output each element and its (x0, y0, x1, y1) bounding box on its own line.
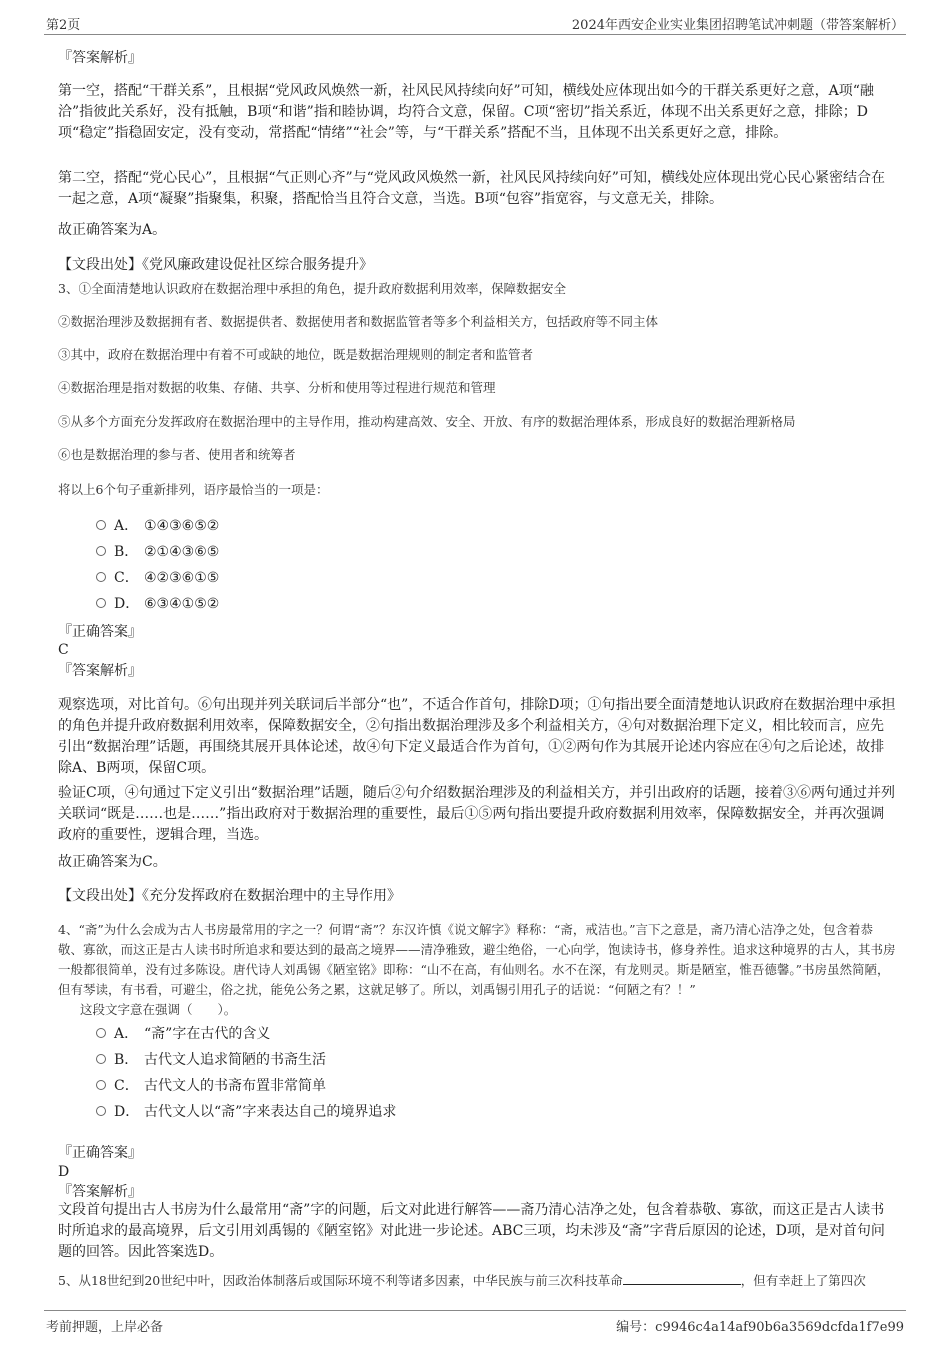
q3-sentence-1: 3、①全面清楚地认识政府在数据治理中承担的角色，提升政府数据利用效率，保障数据安全 (58, 281, 566, 296)
q3-sentence-3: ③其中，政府在数据治理中有着不可或缺的地位，既是数据治理规则的制定者和监管者 (58, 347, 534, 362)
q4-answer-label: 『正确答案』 (58, 1145, 142, 1161)
q5-stem-end: ，但有幸赶上了第四次 (740, 1273, 866, 1288)
q3-source (58, 886, 401, 906)
q4-analysis: 文段首句提出古人书房为什么最常用“斋”字的问题，后文对此进行解答——斋乃清心洁净之处，包含着恭敬、寡欲，而这正是古人读书时所追求的最高境界，后文引用刘禹锡的《陋室铭》对此进一步论述。ABC三项，均未涉及“斋”字背后原因的论述，D项，是对首句问题的回答。因此答案选D。 (58, 1202, 885, 1260)
q3-option-b[interactable] (96, 542, 219, 562)
q3-sentence-5: ⑤从多个方面充分发挥政府在数据治理中的主导作用，推动构建高效、安全、开放、有序的数据治理体系，形成良好的数据治理新格局 (58, 414, 796, 429)
q4-option-b[interactable] (96, 1050, 326, 1070)
option-letter: D． (114, 596, 140, 612)
q2-source-label: 【文段出处】 (58, 257, 142, 273)
q3-analysis-para1: 观察选项，对比首句。⑥句出现并列关联词后半部分“也”，不适合作首句，排除D项；①句指出要全面清楚地认识政府在数据治理中承担的角色并提升政府数据利用效率，保障数据安全，②句指出数据治理涉及多个利益相关方，④句对数据治理下定义，相比较而言，应先引出“数据治理”话题，再围绕其展开具体论述，故④句下定义最适合作为首句，①②两句作为其展开论述内容应在④句之后论述，故排除A、B两项，保留C项。 (58, 697, 896, 776)
radio-icon[interactable] (96, 1028, 106, 1038)
radio-icon[interactable] (96, 1080, 106, 1090)
q2-conclusion: 故正确答案为A。 (58, 222, 167, 238)
q4-ask: 这段文字意在强调（ ）。 (80, 1002, 237, 1017)
option-text: “斋”字在古代的含义 (144, 1026, 271, 1042)
q3-option-a[interactable] (96, 516, 219, 536)
q3-sentence-2: ②数据治理涉及数据拥有者、数据提供者、数据使用者和数据监管者等多个利益相关方，包括政府等不同主体 (58, 314, 659, 329)
page-header (44, 12, 906, 35)
q4-option-c[interactable] (96, 1076, 326, 1096)
q3-analysis-label: 『答案解析』 (58, 663, 142, 679)
radio-icon[interactable] (96, 1054, 106, 1064)
option-letter: A． (114, 1026, 139, 1042)
radio-icon[interactable] (96, 520, 106, 530)
q2-analysis-para1: 第一空，搭配“干群关系”，且根据“党风政风焕然一新，社风民风持续向好”可知，横线处应体现出如今的干群关系更好之意，A项“融洽”指彼此关系好，没有抵触，B项“和谐”指和睦协调，均符合文意，保留。C项“密切”指关系近，体现不出关系更好之意，排除；D项“稳定”指稳固安定，没有变动，常搭配“情绪”“社会”等，与“干群关系”搭配不当，且体现不出关系更好之意，排除。 (58, 83, 874, 141)
option-text: ①④③⑥⑤② (144, 518, 220, 534)
option-text: 古代文人以“斋”字来表达自己的境界追求 (144, 1104, 397, 1120)
q3-source-title: 《充分发挥政府在数据治理中的主导作用》 (142, 888, 401, 904)
answer-blank (623, 1271, 741, 1285)
q2-source (58, 255, 373, 275)
document-id-value: c9946c4a14af90b6a3569dcfda1f7e99 (655, 1320, 904, 1335)
q3-sentence-4: ④数据治理是指对数据的收集、存储、共享、分析和使用等过程进行规范和管理 (58, 380, 496, 395)
q3-answer: C (58, 642, 69, 658)
radio-icon[interactable] (96, 598, 106, 608)
q2-analysis-label: 『答案解析』 (58, 50, 142, 66)
q2-source-title: 《党风廉政建设促社区综合服务提升》 (142, 257, 373, 273)
radio-icon[interactable] (96, 546, 106, 556)
page-footer (44, 1310, 906, 1337)
option-text: ②①④③⑥⑤ (144, 544, 220, 560)
option-text: 古代文人追求简陋的书斋生活 (144, 1052, 326, 1068)
q4-option-d[interactable] (96, 1102, 396, 1122)
q3-option-d[interactable] (96, 594, 219, 614)
radio-icon[interactable] (96, 1106, 106, 1116)
document-id (616, 1316, 904, 1335)
footer-slogan: 考前押题，上岸必备 (46, 1320, 164, 1335)
option-letter: B． (114, 1052, 139, 1068)
q3-sentence-6: ⑥也是数据治理的参与者、使用者和统筹者 (58, 447, 296, 462)
option-text: 古代文人的书斋布置非常简单 (144, 1078, 326, 1094)
option-text: ⑥③④①⑤② (144, 596, 220, 612)
option-text: ④②③⑥①⑤ (144, 570, 220, 586)
option-letter: B． (114, 544, 139, 560)
q5-stem-start: 5、从18世纪到20世纪中叶，因政治体制落后或国际环境不利等诸多因素，中华民族与前三次科技革命 (58, 1273, 623, 1288)
q4-option-a[interactable] (96, 1024, 270, 1044)
q3-prompt: 将以上6个句子重新排列，语序最恰当的一项是： (58, 482, 329, 497)
q3-source-label: 【文段出处】 (58, 888, 142, 904)
q4-stem: 4、“斋”为什么会成为古人书房最常用的字之一？何谓“斋”？东汉许慎《说文解字》释称：“斋，戒洁也。”言下之意是，斋乃清心洁净之处，包含着恭敬、寡欲，而这正是古人读书时所追求和要达到的最高之境界——清净雅致，避尘绝俗，一心向学，饱读诗书，修身养性。追求这种境界的古人，其书房一般都很简单，没有过多陈设。唐代诗人刘禹锡《陋室铭》即称：“山不在高，有仙则名。水不在深，有龙则灵。斯是陋室，惟吾德馨。”书房虽然简陋，但有琴读，有书看，可避尘，俗之扰，能免公务之累，这就足够了。所以，刘禹锡引用孔子的话说：“何陋之有？！” (58, 922, 896, 997)
q3-option-c[interactable] (96, 568, 219, 588)
q5-stem (58, 1271, 896, 1291)
option-letter: D． (114, 1104, 140, 1120)
option-letter: A． (114, 518, 139, 534)
q3-answer-label: 『正确答案』 (58, 624, 142, 640)
q4-answer: D (58, 1164, 70, 1180)
option-letter: C． (114, 1078, 139, 1094)
radio-icon[interactable] (96, 572, 106, 582)
q4-analysis-label: 『答案解析』 (58, 1184, 142, 1200)
q2-analysis-para2: 第二空，搭配“党心民心”，且根据“气正则心齐”与“党风政风焕然一新，社风民风持续向好”可知，横线处应体现出党心民心紧密结合在一起之意，A项“凝聚”指聚集，积聚，搭配恰当且符合文意，当选。B项“包容”指宽容，与文意无关，排除。 (58, 170, 885, 207)
document-title: 2024年西安企业实业集团招聘笔试冲刺题（带答案解析） (571, 18, 904, 33)
option-letter: C． (114, 570, 139, 586)
page-number: 第2页 (46, 18, 81, 33)
q3-conclusion: 故正确答案为C。 (58, 854, 167, 870)
q3-analysis-para2: 验证C项，④句通过下定义引出“数据治理”话题，随后②句介绍数据治理涉及的利益相关方，并引出政府的话题，接着③⑥两句通过并列关联词“既是……也是……”指出政府对于数据治理的重要性，最后①⑤两句指出要提升政府数据利用效率，保障数据安全，并再次强调政府的重要性，逻辑合理，当选。 (58, 785, 896, 843)
document-id-label: 编号： (616, 1320, 656, 1335)
